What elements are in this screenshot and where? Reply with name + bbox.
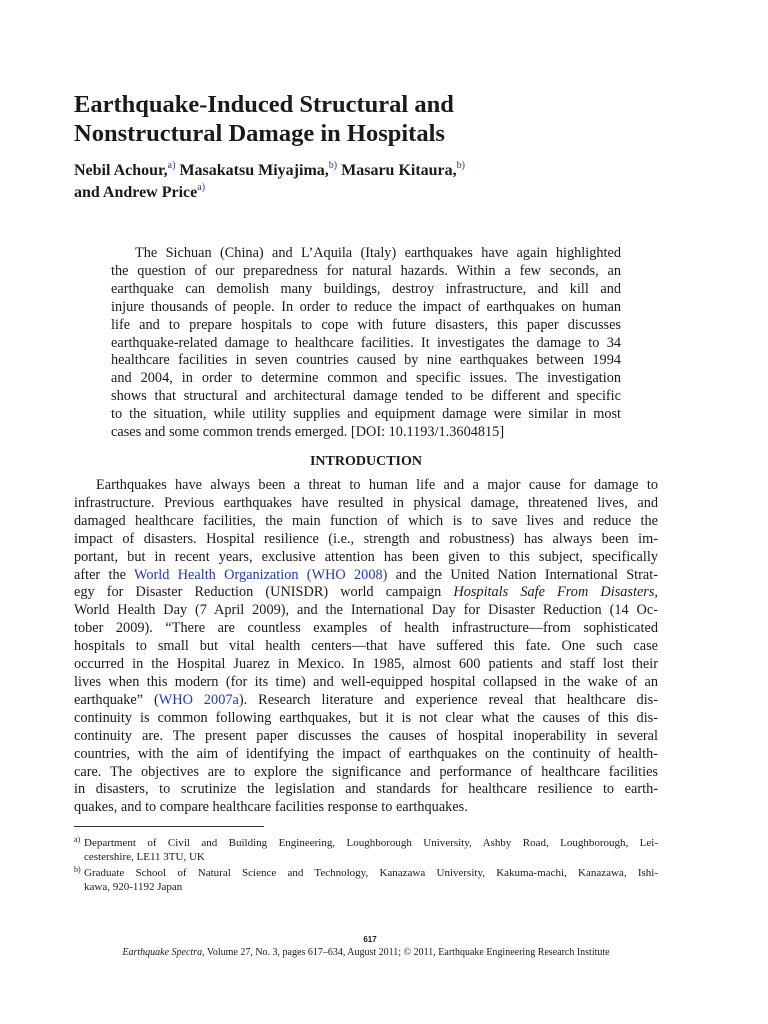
footnote-mark: a) [74, 835, 81, 844]
footnote-line: Department of Civil and Building Engineering, Loughborough University, Ashby Road, Loughborough, Lei- [84, 837, 658, 849]
author-name: and Andrew Price [74, 184, 198, 201]
footnote-a [74, 836, 658, 864]
body-line: damaged healthcare facilities, the main function of which is to save lives and reduce the [74, 512, 658, 529]
body-line: countries, with the aim of identifying the impact of earthquakes on the continuity of health- [74, 745, 658, 762]
author-line-2 [74, 182, 694, 204]
body-line: continuity are. The present paper discusses the causes of hospital inoperability in several [74, 727, 658, 744]
author-name: Nebil Achour, [74, 162, 168, 179]
page-number: 617 [363, 935, 377, 944]
body-line: lives when this modern (for its time) and well-equipped hospital collapsed in the wake of an [74, 673, 658, 690]
footnote-line: Graduate School of Natural Science and Technology, Kanazawa University, Kakuma-machi, Kanazawa, Ishi- [84, 867, 658, 879]
introduction-text [74, 477, 658, 817]
body-line: hospitals to small but vital health centers—that have suffered this fate. One such case [74, 638, 658, 655]
campaign-title: Hospitals Safe From Disasters [453, 584, 655, 601]
title-line-2: Nonstructural Damage in Hospitals [74, 120, 445, 147]
body-line: occurred in the Hospital Juarez in Mexico. In 1985, almost 600 patients and staff lost their [74, 656, 658, 673]
abstract-line: earthquake-related damage to healthcare facilities. It investigates the damage to 34 [111, 334, 621, 351]
abstract-line: life and to prepare hospitals to cope with future disasters, this paper discusses [111, 316, 621, 333]
abstract-line: healthcare facilities in seven countries caused by nine earthquakes between 1994 [111, 352, 621, 369]
footnote-line: kawa, 920-1192 Japan [84, 881, 183, 893]
title-line-1: Earthquake-Induced Structural and [74, 91, 454, 118]
body-line: impact of disasters. Hospital resilience (i.e., strength and robustness) has always been im- [74, 530, 658, 547]
citation-link-who-2007a[interactable]: WHO 2007a [158, 691, 239, 708]
affiliation-mark: b) [456, 160, 465, 171]
abstract-line: cases and some common trends emerged. [DOI: 10.1193/1.3604815] [111, 424, 505, 441]
body-text-segment: , [654, 584, 658, 601]
body-line [74, 692, 658, 710]
footnote-mark: b) [74, 865, 81, 874]
body-text-segment: earthquake” ( [74, 691, 159, 708]
abstract-line: shows that structural and architectural damage tended to be different and specific [111, 388, 621, 405]
body-line: care. The objectives are to explore the significance and performance of healthcare facilities [74, 763, 658, 780]
body-line: tober 2009). “There are countless examples of health infrastructure—from sophisticated [74, 620, 658, 637]
abstract-line: and 2004, in order to determine common and specific issues. The investigation [111, 370, 621, 387]
footnotes [74, 836, 658, 896]
footnote-b [74, 866, 658, 894]
body-line [74, 584, 658, 602]
footnote-line: cestershire, LE11 3TU, UK [84, 851, 205, 863]
abstract-line: earthquake can demolish many buildings, destroy infrastructure, and kill and [111, 280, 621, 297]
body-line: portant, but in recent years, exclusive attention has been given to this subject, specifically [74, 548, 658, 565]
body-line: World Health Day (7 April 2009), and the International Day for Disaster Reduction (14 Oc- [74, 602, 658, 619]
body-line: Earthquakes have always been a threat to human life and a major cause for damage to [96, 477, 658, 493]
abstract-line: to the situation, while utility supplies and equipment damage were similar in most [111, 406, 621, 423]
body-line: continuity is common following earthquakes, but it is not clear what the causes of this dis- [74, 709, 658, 726]
affiliation-mark: a) [197, 182, 206, 193]
body-line: infrastructure. Previous earthquakes have resulted in physical damage, threatened lives, and [74, 494, 658, 511]
body-line: in disasters, to scrutinize the legislation and standards for healthcare resilience to earth- [74, 781, 658, 798]
abstract-line: The Sichuan (China) and L’Aquila (Italy) earthquakes have again highlighted [135, 245, 621, 261]
abstract-line: injure thousands of people. In order to reduce the impact of earthquakes on human [111, 298, 621, 315]
author-name: Masakatsu Miyajima, [179, 162, 329, 179]
body-line: quakes, and to compare healthcare facilities response to earthquakes. [74, 799, 468, 816]
body-text-segment: after the [74, 566, 135, 583]
body-text-segment: egy for Disaster Reduction (UNISDR) world campaign [74, 584, 454, 601]
affiliation-mark: a) [167, 160, 176, 171]
author-name: Masaru Kitaura, [341, 162, 457, 179]
abstract-line: the question of our preparedness for natural hazards. Within a few seconds, an [111, 262, 621, 279]
journal-name: Earthquake Spectra [122, 947, 203, 958]
footnote-divider [74, 826, 264, 827]
body-line [74, 567, 658, 585]
paper-title [74, 90, 694, 148]
journal-citation [0, 947, 732, 958]
affiliation-mark: b) [328, 160, 338, 171]
section-heading: INTRODUCTION [309, 454, 422, 469]
body-text-segment: ). Research literature and experience reveal that healthcare dis- [238, 691, 659, 708]
author-list [74, 160, 694, 204]
author-line-1 [74, 160, 694, 182]
body-text-segment: and the United Nation International Strat- [387, 566, 658, 583]
citation-link-who-2008[interactable]: World Health Organization (WHO 2008) [134, 566, 388, 583]
abstract [111, 245, 621, 442]
journal-details: , Volume 27, No. 3, pages 617–634, August 2011; © 2011, Earthquake Engineering Research Institute [202, 947, 610, 958]
